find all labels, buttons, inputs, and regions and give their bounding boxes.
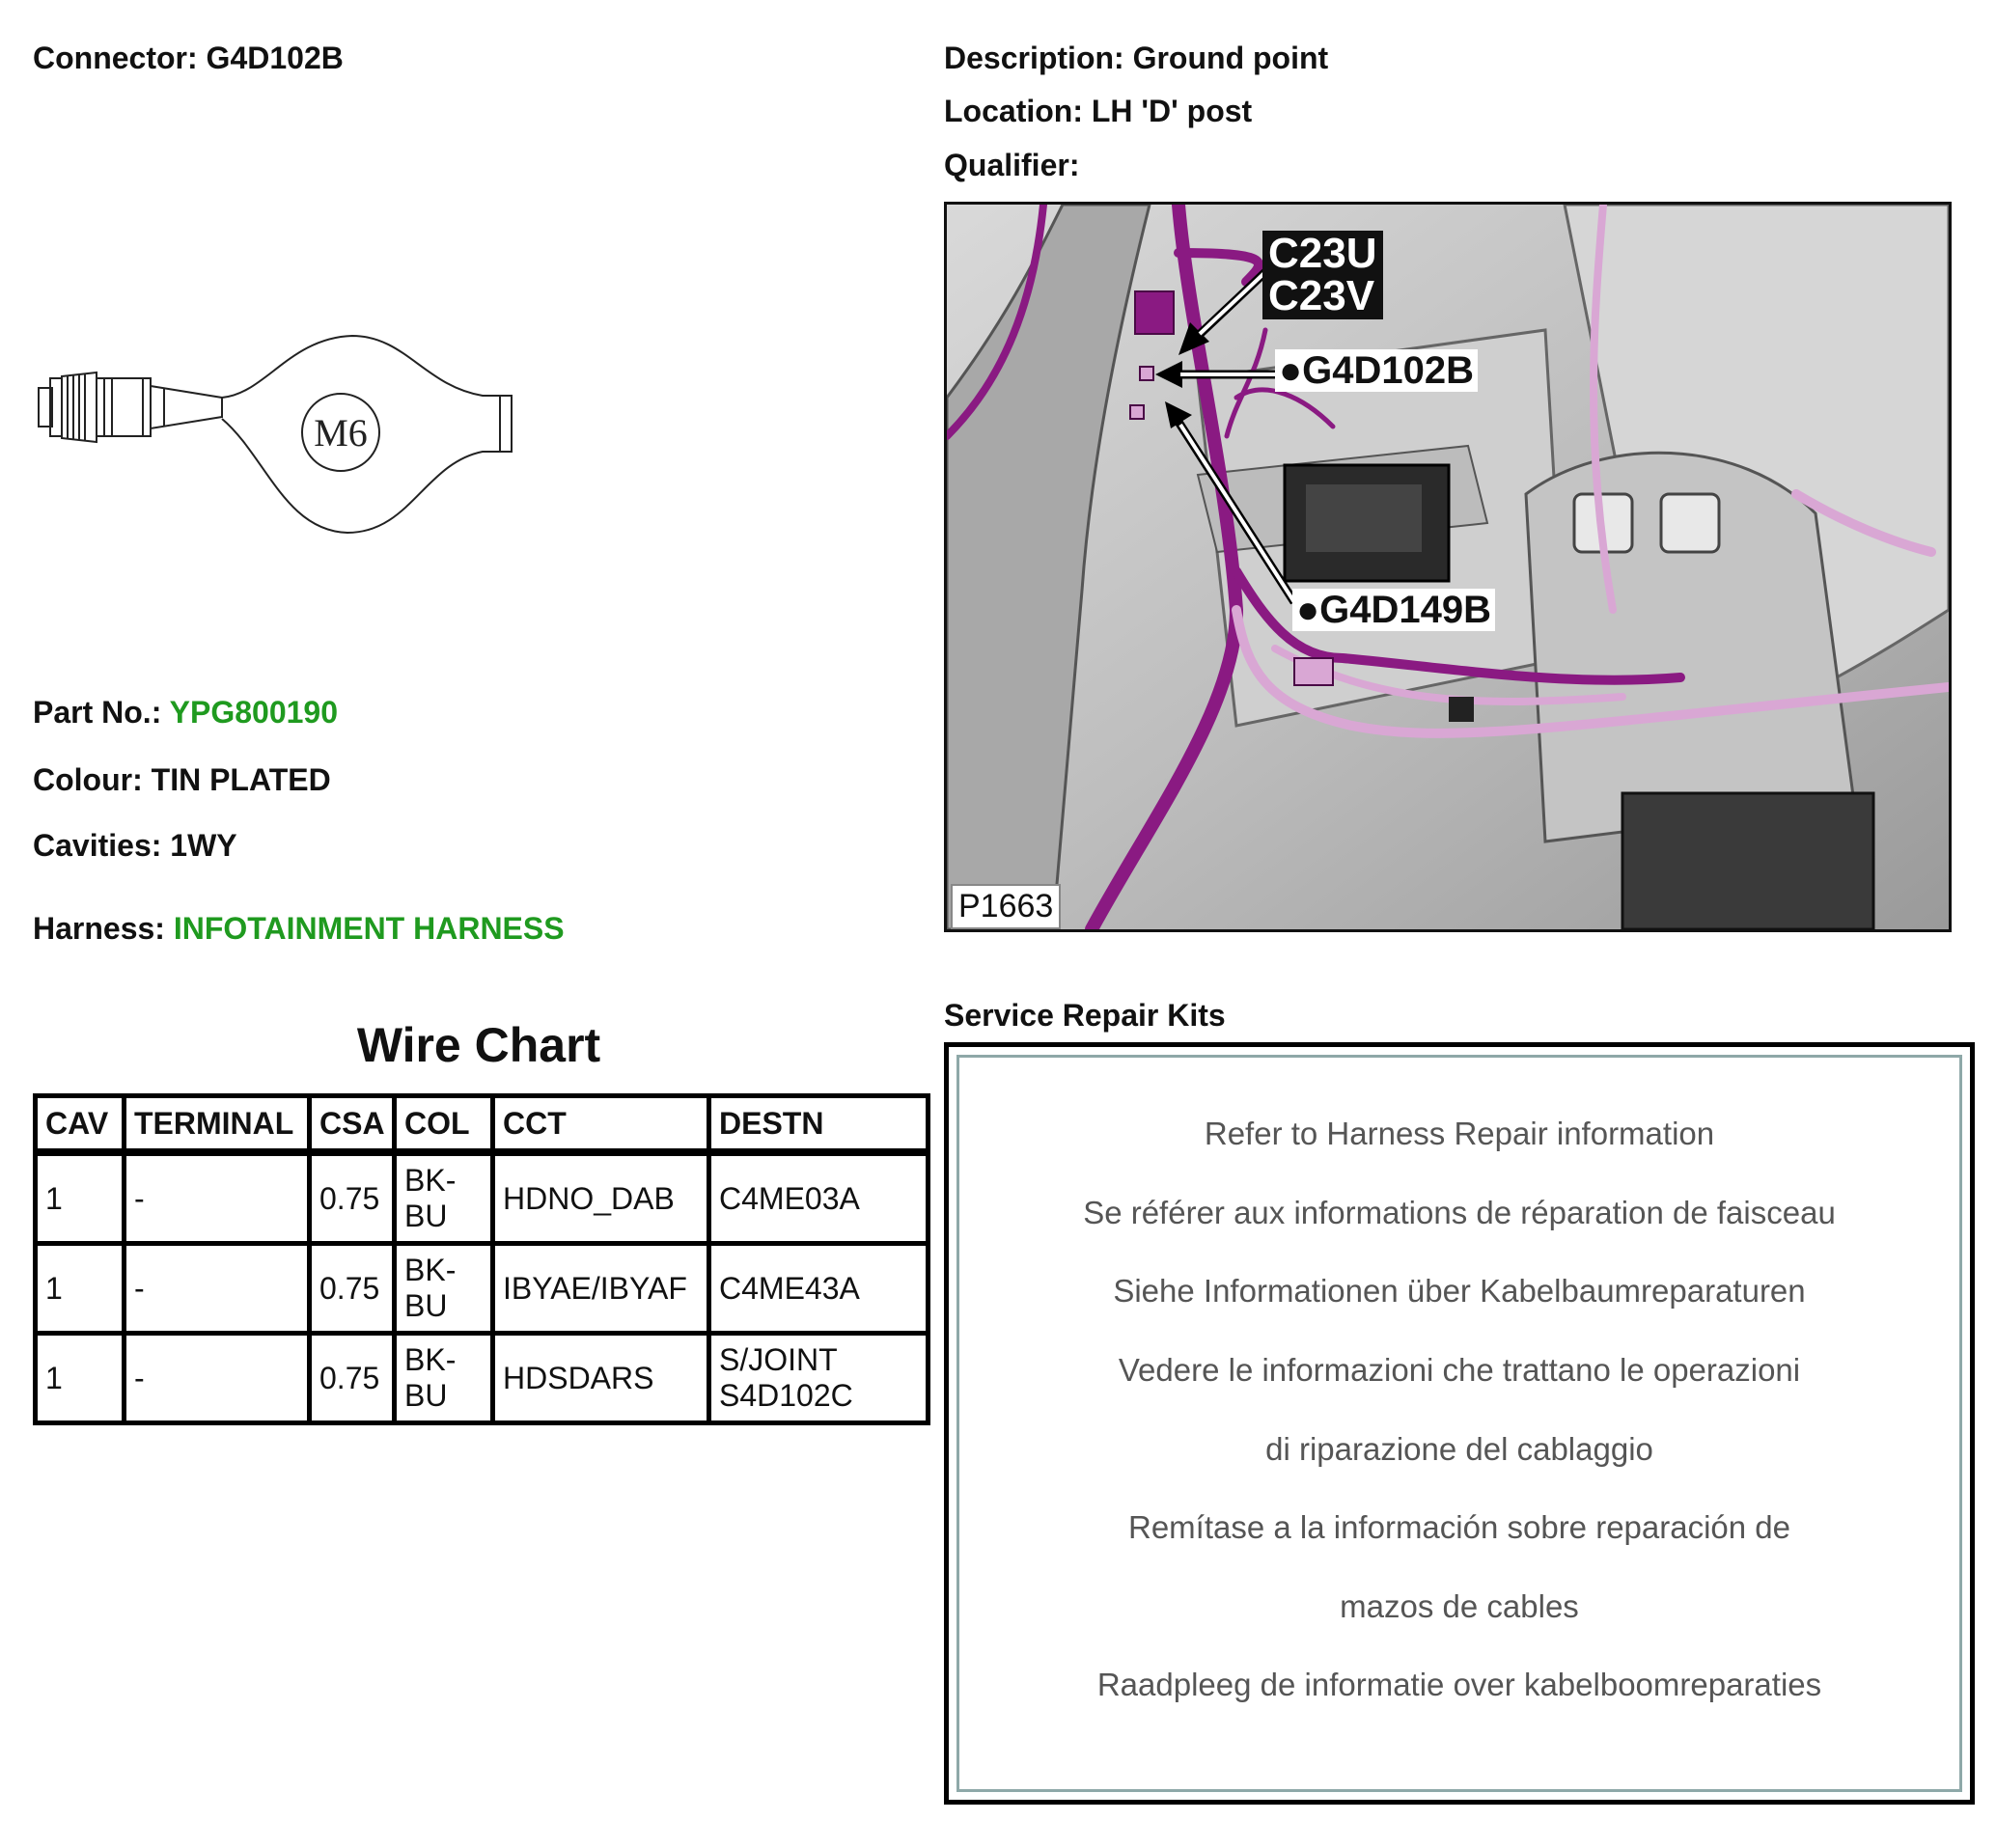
description-field [944, 41, 1328, 76]
colour-value: TIN PLATED [151, 762, 331, 797]
header-destn: DESTN [709, 1096, 929, 1153]
location-value: LH 'D' post [1091, 94, 1253, 128]
cavities-field [33, 828, 237, 864]
service-repair-kits-panel [944, 1042, 1975, 1805]
wire-chart-title: Wire Chart [356, 1018, 601, 1072]
cell-terminal: - [125, 1244, 310, 1334]
col-line: BU [404, 1378, 448, 1413]
description-label: Description: [944, 41, 1124, 75]
photo-id-label: P1663 [951, 884, 1061, 929]
callout-c23v: C23V [1268, 272, 1375, 319]
kit-line-es-2: mazos de cables [1340, 1588, 1579, 1624]
kit-line-fr: Se référer aux informations de réparation de faisceau [1083, 1195, 1836, 1230]
header-cct: CCT [493, 1096, 709, 1153]
cell-cav: 1 [36, 1152, 125, 1244]
header-cav: CAV [36, 1096, 125, 1153]
vehicle-body-illustration [947, 205, 1949, 929]
destn-line: S4D102C [719, 1378, 853, 1413]
kit-line-it-1: Vedere le informazioni che trattano le operazioni [1118, 1352, 1801, 1388]
harness-field [33, 911, 565, 947]
cell-destn [709, 1152, 929, 1244]
kit-line-en: Refer to Harness Repair information [1204, 1116, 1715, 1151]
stud-size-text: M6 [314, 411, 368, 455]
cell-col [395, 1152, 493, 1244]
qualifier-label: Qualifier: [944, 148, 1080, 182]
col-line: BK- [404, 1342, 457, 1377]
ring-terminal-drawing [29, 328, 531, 550]
colour-label: Colour: [33, 762, 143, 797]
callout-c23u-c23v [1262, 231, 1383, 319]
kit-line-de: Siehe Informationen über Kabelbaumreparaturen [1113, 1273, 1806, 1309]
kit-line-it-2: di riparazione del cablaggio [1265, 1431, 1653, 1467]
cell-csa: 0.75 [310, 1152, 395, 1244]
connector-value: G4D102B [206, 41, 344, 75]
col-line: BK- [404, 1253, 457, 1287]
cavities-label: Cavities: [33, 828, 162, 863]
header-col: COL [395, 1096, 493, 1153]
callout-c23u: C23U [1268, 230, 1377, 277]
table-row [36, 1334, 929, 1423]
callout-g4d149b: ●G4D149B [1292, 589, 1495, 631]
location-label: Location: [944, 94, 1083, 128]
cell-cct: HDSDARS [493, 1334, 709, 1423]
cell-terminal: - [125, 1152, 310, 1244]
cell-cav: 1 [36, 1334, 125, 1423]
table-row [36, 1244, 929, 1334]
wire-chart-header-row [36, 1096, 929, 1153]
cell-destn [709, 1334, 929, 1423]
table-row [36, 1152, 929, 1244]
callout-g4d102b: ●G4D102B [1275, 349, 1478, 392]
destn-line: C4ME03A [719, 1180, 860, 1216]
cell-csa: 0.75 [310, 1244, 395, 1334]
service-repair-kits-inner [956, 1055, 1962, 1792]
header-csa: CSA [310, 1096, 395, 1153]
cell-col [395, 1334, 493, 1423]
cell-csa: 0.75 [310, 1334, 395, 1423]
cavities-value: 1WY [170, 828, 237, 863]
cell-col [395, 1244, 493, 1334]
destn-line: C4ME43A [719, 1270, 860, 1306]
col-line: BU [404, 1288, 448, 1323]
col-line: BK- [404, 1163, 457, 1198]
part-no-link[interactable]: YPG800190 [169, 695, 339, 730]
header-terminal: TERMINAL [125, 1096, 310, 1153]
location-field [944, 94, 1252, 129]
connector-field [33, 41, 344, 76]
connector-label: Connector: [33, 41, 198, 75]
destn-line: S/JOINT [719, 1342, 838, 1377]
location-photo [944, 202, 1952, 932]
service-repair-kits-title: Service Repair Kits [944, 998, 1226, 1033]
wire-chart-table [33, 1093, 930, 1425]
cell-destn [709, 1244, 929, 1334]
cell-cct: HDNO_DAB [493, 1152, 709, 1244]
kit-line-nl: Raadpleeg de informatie over kabelboomreparaties [1096, 1667, 1822, 1702]
kit-line-es-1: Remítase a la información sobre reparación de [1127, 1509, 1791, 1545]
harness-link[interactable]: INFOTAINMENT HARNESS [173, 911, 565, 946]
col-line: BU [404, 1199, 448, 1233]
cell-cav: 1 [36, 1244, 125, 1334]
cell-cct: IBYAE/IBYAF [493, 1244, 709, 1334]
cell-terminal: - [125, 1334, 310, 1423]
part-no-label: Part No.: [33, 695, 162, 730]
colour-field [33, 762, 331, 798]
harness-label: Harness: [33, 911, 165, 946]
qualifier-field [944, 148, 1079, 183]
part-no-field [33, 695, 338, 731]
description-value: Ground point [1132, 41, 1329, 75]
